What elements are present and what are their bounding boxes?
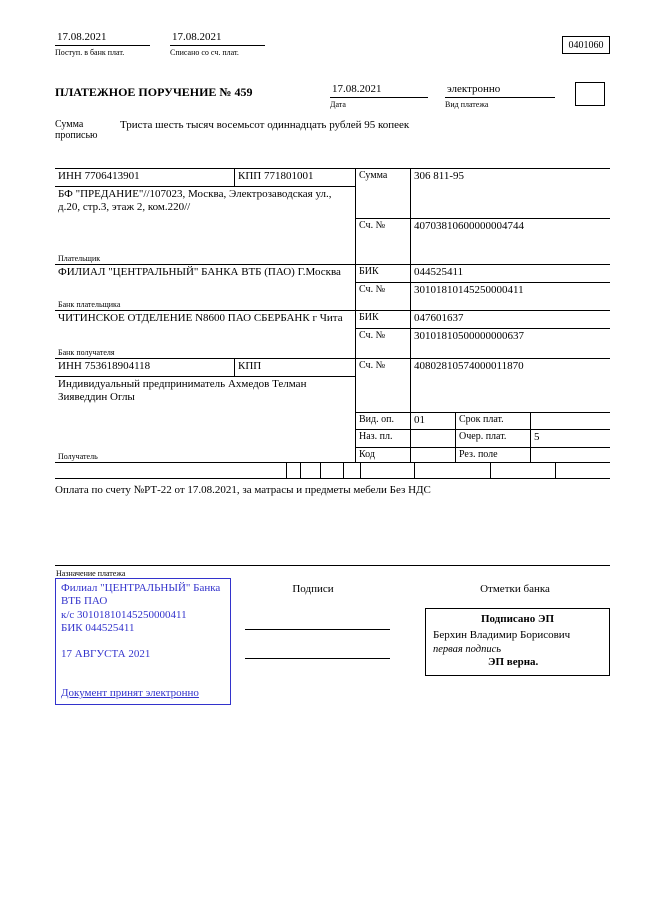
payer-bank-bik: 044525411 <box>414 266 464 278</box>
ep-title: Подписано ЭП <box>480 613 555 625</box>
title-date-label: Дата <box>330 100 346 109</box>
bank-marks-header: Отметки банка <box>480 583 550 595</box>
vid-op-label: Вид. оп. <box>356 413 411 430</box>
payer-bank-name: ФИЛИАЛ "ЦЕНТРАЛЬНЫЙ" БАНКА ВТБ (ПАО) Г.Москва <box>58 266 341 278</box>
payer-account: 40703810600000004744 <box>414 220 524 232</box>
rez-pole-value <box>531 448 610 462</box>
amount-words-label-line1: Сумма <box>55 119 84 130</box>
srok-plat-value <box>531 413 610 430</box>
ocher-plat-label: Очер. плат. <box>456 430 531 447</box>
ep-signature-kind: первая подпись <box>433 643 502 655</box>
stamp-spacer <box>61 661 225 687</box>
sum-value: 306 811-95 <box>414 170 465 182</box>
requisite-cell <box>361 463 415 478</box>
naz-pl-label: Наз. пл. <box>356 430 411 447</box>
payee-bank-section-label: Банк получателя <box>58 347 115 357</box>
naz-pl-value <box>411 430 456 447</box>
payee-account: 40802810574000011870 <box>414 360 524 372</box>
stamp-date: 17 АВГУСТА 2021 <box>61 647 151 660</box>
payer-section <box>55 169 610 265</box>
amount-words-label-line2: прописью <box>55 130 98 141</box>
payee-kpp-label: КПП <box>238 360 262 372</box>
payer-kpp: КПП 771801001 <box>238 170 314 182</box>
kod-label: Код <box>356 448 411 462</box>
ep-signature-box <box>425 608 610 676</box>
date-received-value: 17.08.2021 <box>55 31 150 46</box>
payee-bank-section <box>55 311 610 359</box>
payment-kind-value: электронно <box>445 83 555 98</box>
payer-bank-section <box>55 265 610 311</box>
payer-section-label: Плательщик <box>58 253 101 263</box>
payment-kind-block <box>445 83 555 109</box>
title-date-value: 17.08.2021 <box>330 83 428 98</box>
payment-purpose-label: Назначение платежа <box>56 569 126 578</box>
amount-words-value: Триста шесть тысяч восемьсот одиннадцать рублей 95 копеек <box>120 119 410 131</box>
payee-inn: ИНН 753618904118 <box>55 359 235 376</box>
requisite-cell <box>556 463 610 478</box>
date-received-label: Поступ. в банк плат. <box>55 48 125 57</box>
requisite-cell <box>301 463 321 478</box>
stamp-accepted-note: Документ принят электронно <box>61 687 199 700</box>
payer-bank-section-label: Банк плательщика <box>58 299 121 309</box>
date-debited-value: 17.08.2021 <box>170 31 265 46</box>
payee-bank-bik-label: БИК <box>356 311 411 328</box>
payee-section <box>55 359 610 463</box>
payee-bank-account-label: Сч. № <box>356 329 411 358</box>
stamp-corr-account: к/с 30101810145250000411 <box>61 608 187 621</box>
stamp-bik: БИК 044525411 <box>61 622 135 635</box>
rez-pole-label: Рез. поле <box>456 448 531 462</box>
payer-name: БФ "ПРЕДАНИЕ"//107023, Москва, Электрозаводская ул., д.20, стр.3, этаж 2, ком.220// <box>58 188 332 213</box>
payee-name: Индивидуальный предприниматель Ахмедов Телман Зияведдин Оглы <box>58 378 307 403</box>
requisite-cell <box>55 463 287 478</box>
bank-stamp <box>55 578 231 705</box>
requisite-cell <box>415 463 491 478</box>
stamp-bank-name-line1: Филиал "ЦЕНТРАЛЬНЫЙ" Банка <box>61 582 221 594</box>
sum-label: Сумма <box>356 169 411 218</box>
payer-bank-account-label: Сч. № <box>356 283 411 310</box>
signature-line-1 <box>245 629 390 630</box>
form-code-box <box>562 36 610 54</box>
payer-bank-account: 30101810145250000411 <box>414 284 524 296</box>
payer-account-label: Сч. № <box>356 219 411 264</box>
title-date-block <box>330 83 428 109</box>
kod-value <box>411 448 456 462</box>
ocher-plat-value: 5 <box>534 431 540 444</box>
payer-bank-bik-label: БИК <box>356 265 411 282</box>
status-checkbox <box>575 82 605 106</box>
payee-bank-account: 30101810500000000637 <box>414 330 524 342</box>
stamp-spacer <box>61 636 225 648</box>
ep-verified: ЭП верна. <box>488 655 539 668</box>
payee-account-label: Сч. № <box>356 359 411 412</box>
srok-plat-label: Срок плат. <box>456 413 531 430</box>
tax-requisites-row <box>55 463 610 479</box>
requisite-cell <box>287 463 301 478</box>
signature-line-2 <box>245 658 390 659</box>
payee-section-label: Получатель <box>58 451 98 461</box>
payer-inn: ИНН 7706413901 <box>55 169 235 186</box>
requisite-cell <box>491 463 556 478</box>
requisite-cell <box>321 463 344 478</box>
date-debited-label: Списано со сч. плат. <box>170 48 239 57</box>
purpose-underline <box>55 565 610 566</box>
vid-op-value: 01 <box>411 413 456 430</box>
form-code: 0401060 <box>568 39 604 51</box>
payee-bank-bik: 047601637 <box>414 312 464 324</box>
signatures-header: Подписи <box>292 583 334 595</box>
payment-purpose: Оплата по счету №РТ-22 от 17.08.2021, за матрасы и предметы мебели Без НДС <box>55 484 431 496</box>
payment-order-table <box>55 168 610 479</box>
ep-signer-name: Берхин Владимир Борисович <box>433 628 571 641</box>
stamp-bank-name-line2: ВТБ ПАО <box>61 595 108 608</box>
document-title: ПЛАТЕЖНОЕ ПОРУЧЕНИЕ № 459 <box>55 85 253 99</box>
date-debited-block <box>170 31 265 57</box>
date-received-block <box>55 31 150 57</box>
payee-bank-name: ЧИТИНСКОЕ ОТДЕЛЕНИЕ N8600 ПАО СБЕРБАНК г Чита <box>58 312 343 324</box>
amount-words-label <box>55 119 117 141</box>
requisite-cell <box>344 463 361 478</box>
payment-kind-label: Вид платежа <box>445 100 489 109</box>
